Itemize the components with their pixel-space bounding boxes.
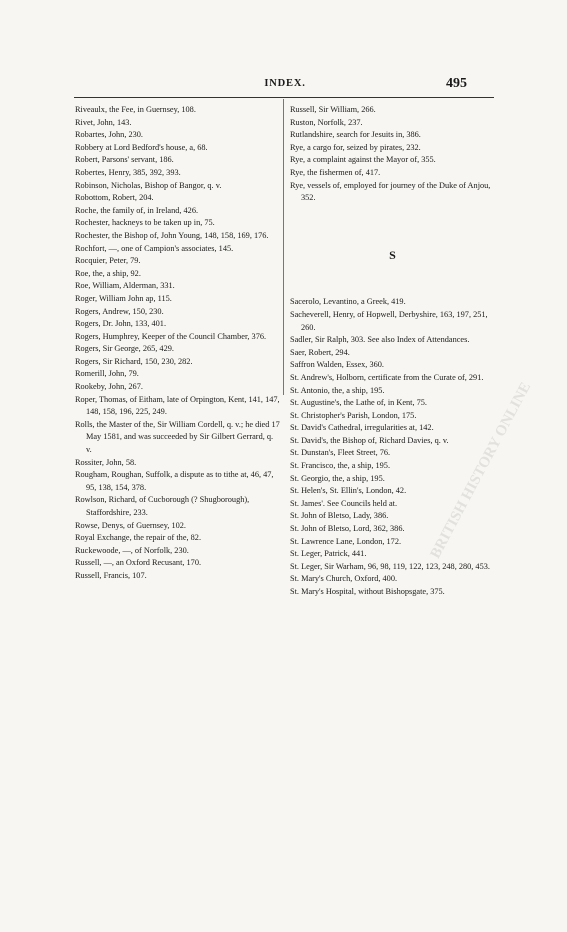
index-entry: St. Mary's Church, Oxford, 400. [290,574,398,584]
index-entry: Rochester, the Bishop of, John Young, 148, 158, 169, 176. [75,230,269,240]
index-entry: Rye, a complaint against the Mayor of, 355. [290,155,436,165]
index-entry: Rogers, Sir Richard, 150, 230, 282. [75,356,193,366]
index-entry: Ruckewoode, —, of Norfolk, 230. [75,545,189,555]
index-entry: Ruston, Norfolk, 237. [290,117,363,127]
index-entry: Rogers, Sir George, 265, 429. [75,344,174,354]
index-entry: Rogers, Andrew, 150, 230. [75,306,164,316]
index-entry: Robbery at Lord Bedford's house, a, 68. [75,142,208,152]
index-entry: Rougham, Roughan, Suffolk, a dispute as to tithe at, 46, 47, 95, 138, 154, 378. [75,470,274,492]
index-entry: Rivet, John, 143. [75,117,132,127]
index-entry: St. Helen's, St. Ellin's, London, 42. [290,486,407,496]
index-entry: Sacerolo, Levantino, a Greek, 419. [290,297,406,307]
index-entry: Roger, William John ap, 115. [75,293,172,303]
index-entry: St. John of Bletso, Lord, 362, 386. [290,524,405,534]
index-entry: Roche, the family of, in Ireland, 426. [75,205,199,215]
section-letter-heading: S [389,247,396,262]
index-entry: Roper, Thomas, of Eitham, late of Orpington, Kent, 141, 147, 148, 158, 196, 225, 249. [75,394,280,417]
index-entry: St. Dunstan's, Fleet Street, 76. [290,448,391,458]
index-entry: St. Augustine's, the Lathe of, in Kent, 75. [290,398,427,408]
index-entry: Rye, vessels of, employed for journey of the Duke of Anjou, 352. [290,180,491,203]
index-entry: Rye, a cargo for, seized by pirates, 232. [290,142,421,152]
index-entry: Rolls, the Master of the, Sir William Cordell, q. v.; he died 17 May 1581, and was succeeded by Sir Gilbert Gerrard, q. v. [75,419,280,455]
left-index-column [75,104,280,583]
index-entry: Rossiter, John, 58. [75,457,137,467]
index-entry: Sadler, Sir Ralph, 303. See also Index of Attendances. [290,335,470,345]
index-entry: Rowse, Denys, of Guernsey, 102. [75,520,186,530]
page-number: 495 [446,76,467,91]
index-entry: Russell, Sir William, 266. [290,105,376,114]
index-entry: Russell, Francis, 107. [75,570,147,580]
index-entry: Roe, the, a ship, 92. [75,268,141,278]
page-header-title: INDEX. [264,78,306,89]
index-entry: Russell, —, an Oxford Recusant, 170. [75,558,202,568]
header-rule [74,97,494,98]
index-entry: Royal Exchange, the repair of the, 82. [75,533,202,543]
index-entry: St. John of Bletso, Lady, 386. [290,511,389,521]
index-entry: Robartes, John, 230. [75,130,143,140]
index-entry: Rocquier, Peter, 79. [75,256,141,266]
index-entry: Rochfort, —, one of Campion's associates, 145. [75,243,234,253]
index-entry: Saffron Walden, Essex, 360. [290,360,384,370]
index-entry: Riveaulx, the Fee, in Guernsey, 108. [75,105,196,114]
index-entry: Robinson, Nicholas, Bishop of Bangor, q. v. [75,180,222,190]
right-index-column [290,104,495,599]
index-entry: Rye, the fishermen of, 417. [290,167,381,177]
index-entry: St. Lawrence Lane, London, 172. [290,536,402,546]
index-entry: Rookeby, John, 267. [75,382,143,392]
index-entry: St. Mary's Hospital, without Bishopsgate, 375. [290,587,445,596]
index-entry: Roe, William, Alderman, 331. [75,281,175,291]
index-entry: Saer, Robert, 294. [290,347,350,357]
s-entries-list [290,296,495,598]
index-entry: Rochester, hackneys to be taken up in, 75. [75,218,215,228]
index-entry: St. Georgio, the, a ship, 195. [290,473,385,483]
watermark-text: BRITISH HISTORY ONLINE [427,379,535,562]
index-entry: St. David's, the Bishop of, Richard Davies, q. v. [290,435,449,445]
r-entries-list [290,104,495,205]
index-entry: St. Andrew's, Holborn, certificate from the Curate of, 291. [290,372,484,382]
index-entry: Robertes, Henry, 385, 392, 393. [75,167,181,177]
index-entry: Romerill, John, 79. [75,369,139,379]
index-entry: St. Leger, Sir Warham, 96, 98, 119, 122, 123, 248, 280, 453. [290,561,490,571]
index-entry: St. Antonio, the, a ship, 195. [290,385,385,395]
index-entry: Rogers, Humphrey, Keeper of the Council Chamber, 376. [75,331,267,341]
index-entry: Rowlson, Richard, of Cucborough (? Shugborough), Staffordshire, 233. [75,495,250,517]
index-entry: St. James'. See Councils held at. [290,498,398,508]
index-entry: Robert, Parsons' servant, 186. [75,155,174,165]
index-entry: Robottom, Robert, 204. [75,193,154,203]
column-divider [283,99,284,395]
index-entry: St. Francisco, the, a ship, 195. [290,461,391,471]
index-entry: St. Christopher's Parish, London, 175. [290,410,417,420]
index-entry: St. Leger, Patrick, 441. [290,549,367,559]
index-entry: Sacheverell, Henry, of Hopwell, Derbyshire, 163, 197, 251, 260. [290,309,488,332]
index-entry: St. David's Cathedral, irregularities at, 142. [290,423,434,433]
index-entry: Rogers, Dr. John, 133, 401. [75,319,167,329]
index-entry: Rutlandshire, search for Jesuits in, 386. [290,130,421,140]
